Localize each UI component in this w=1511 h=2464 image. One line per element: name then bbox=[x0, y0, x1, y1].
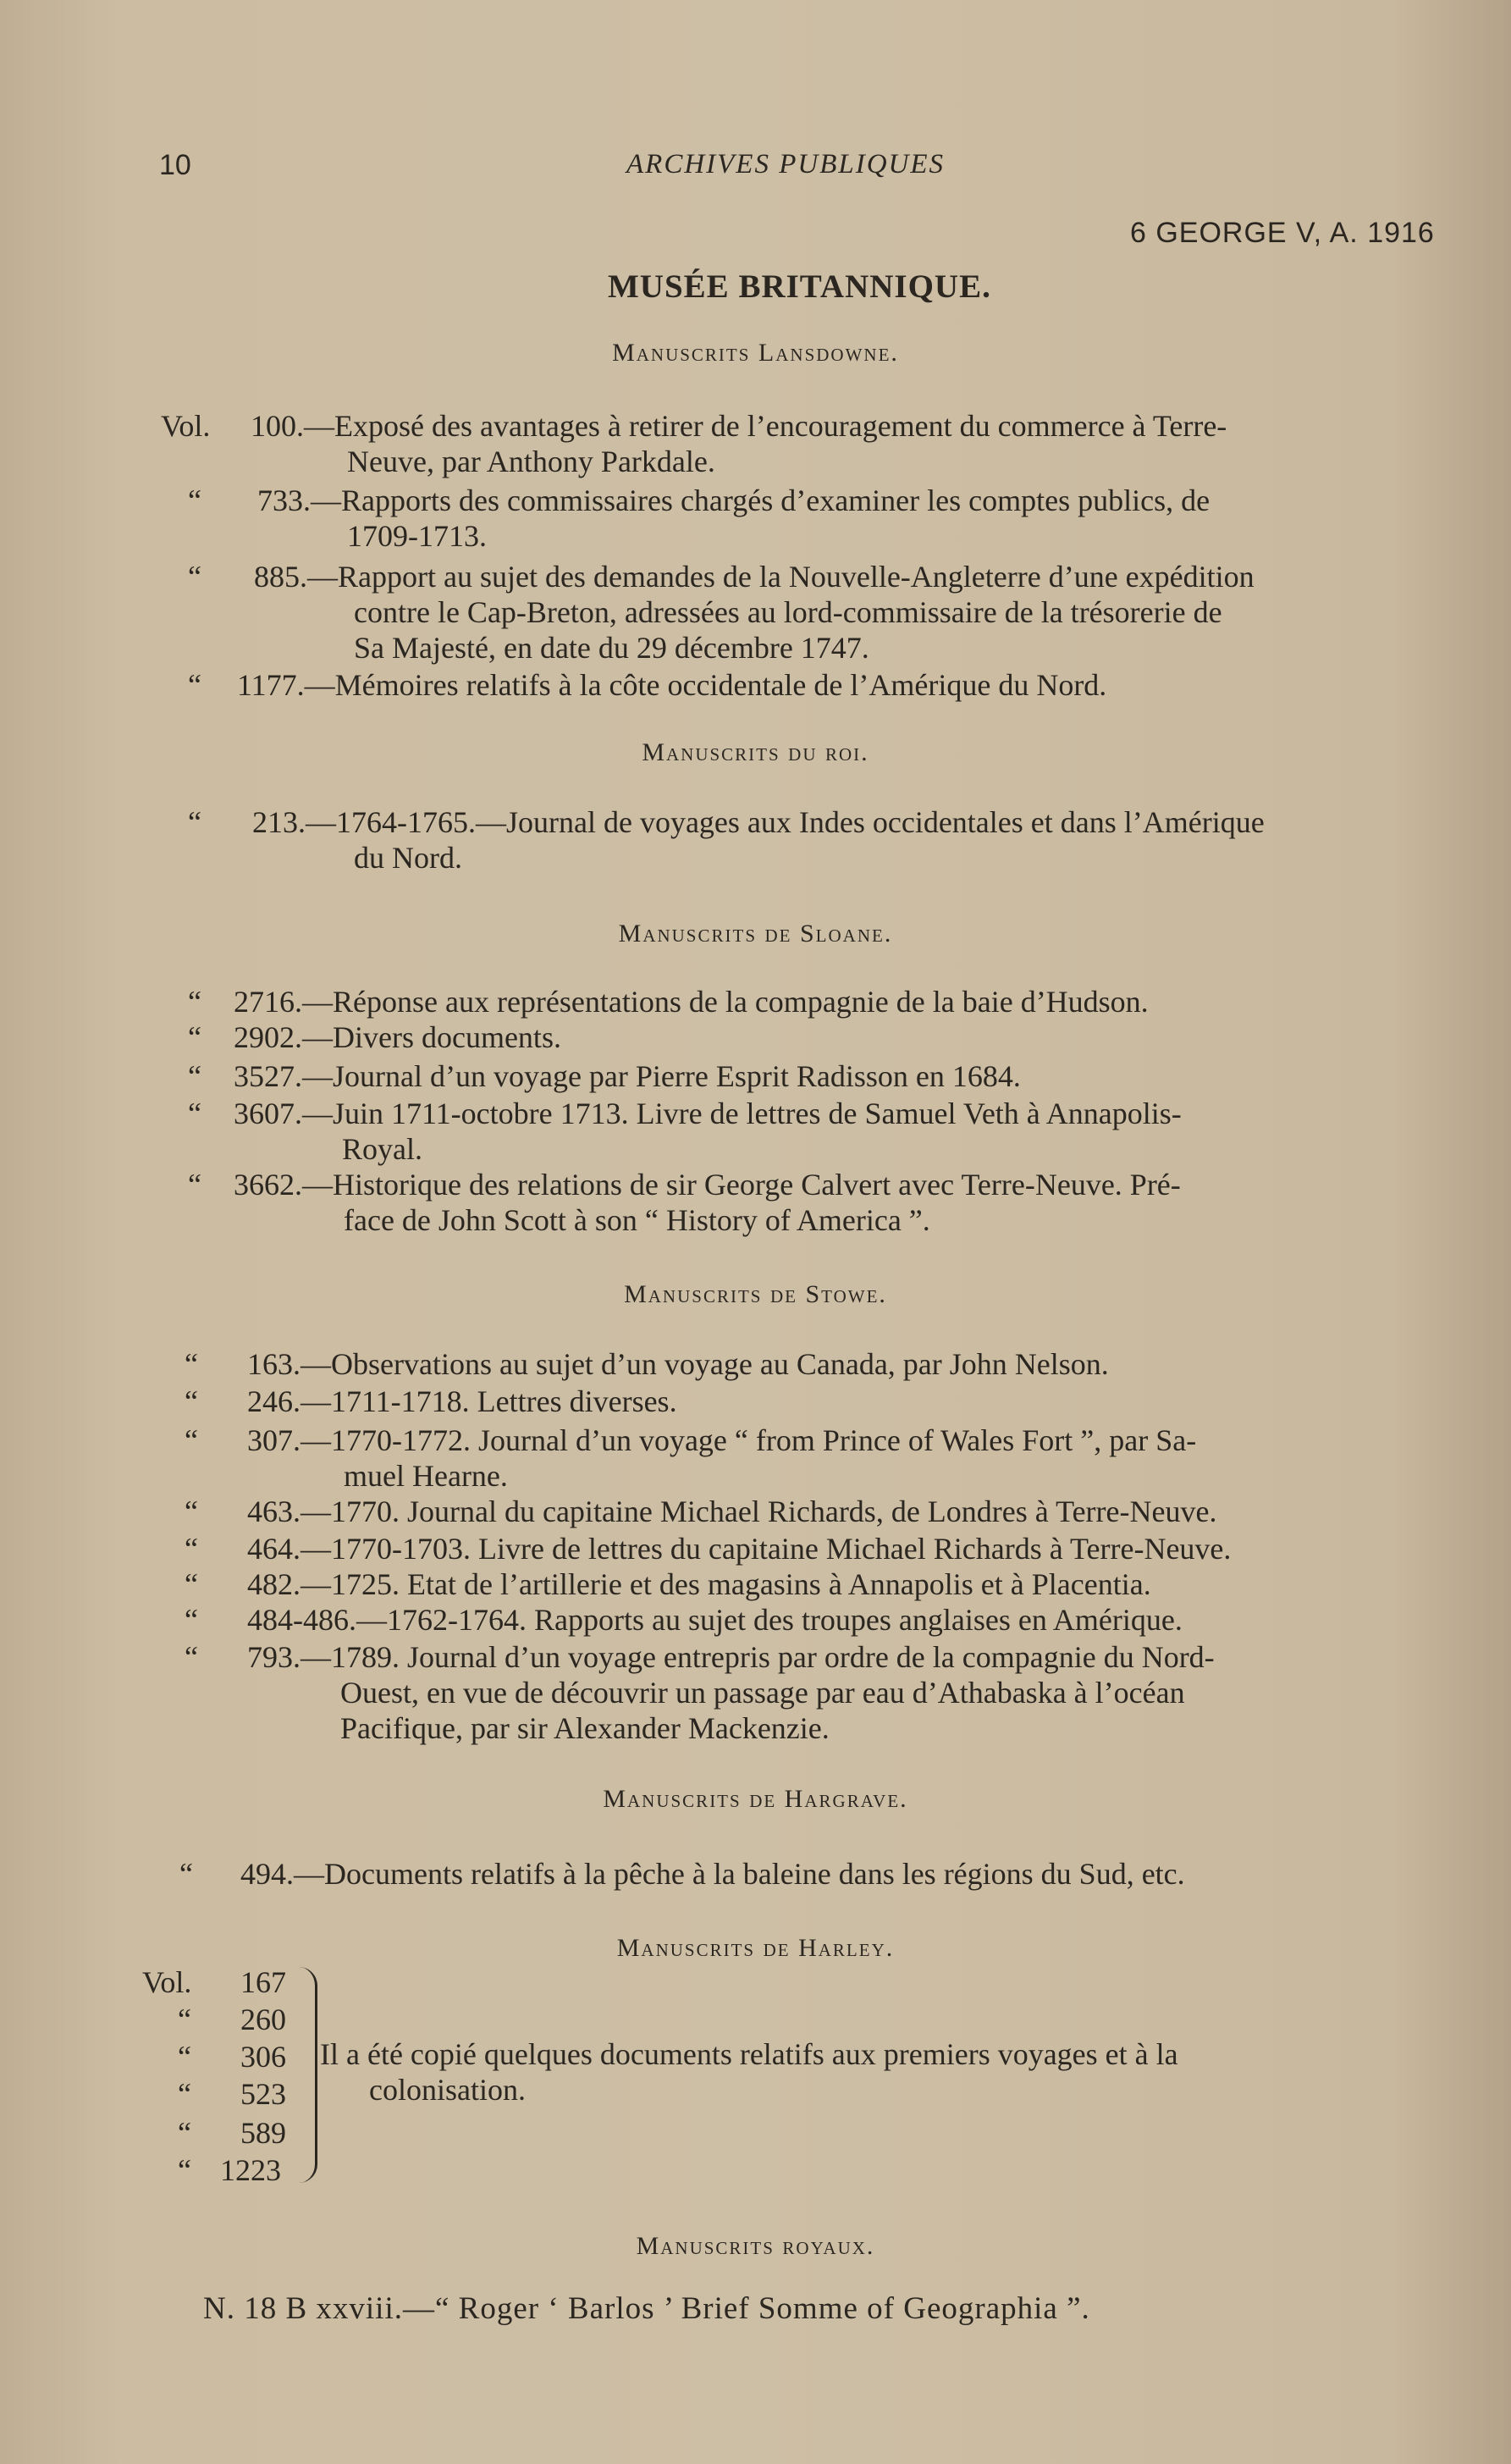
entry-number: 482. bbox=[247, 1567, 301, 1601]
volume-prefix: “ bbox=[178, 2077, 191, 2111]
entry-number: 3662. bbox=[234, 1168, 302, 1202]
entry-sloane-2716 bbox=[188, 984, 1449, 1019]
entry-stowe-482 bbox=[185, 1566, 1454, 1602]
entry-stowe-464 bbox=[185, 1531, 1454, 1566]
harley-volume-row bbox=[178, 2076, 286, 2112]
volume-number: 1223 bbox=[220, 2153, 281, 2187]
entry-number: 213. bbox=[252, 805, 306, 839]
volume-prefix: Vol. bbox=[142, 1965, 192, 1999]
harley-text: Il a été copié quelques documents relatifs aux premiers voyages et à la bbox=[320, 2037, 1178, 2071]
entry-text: —1711-1718. Lettres diverses. bbox=[301, 1384, 677, 1418]
entry-text: —Mémoires relatifs à la côte occidentale de l’Amérique du Nord. bbox=[304, 668, 1107, 702]
section-heading-lansdowne: Manuscrits Lansdowne. bbox=[612, 339, 899, 367]
entry-text: —Rapport au sujet des demandes de la Nouvelle-Angleterre d’une expédition bbox=[307, 560, 1255, 594]
entry-prefix: “ bbox=[185, 1532, 198, 1566]
volume-number: 167 bbox=[240, 1965, 286, 1999]
entry-text: —Divers documents. bbox=[302, 1020, 561, 1054]
entry-prefix: “ bbox=[185, 1423, 198, 1457]
entry-text-cont: Pacifique, par sir Alexander Mackenzie. bbox=[340, 1711, 830, 1745]
entry-text-cont: face de John Scott à son “ History of America ”. bbox=[344, 1203, 930, 1237]
entry-roi-213 bbox=[188, 804, 1449, 876]
entry-stowe-793 bbox=[185, 1639, 1454, 1746]
volume-number: 589 bbox=[240, 2116, 286, 2150]
entry-number: 484-486. bbox=[247, 1603, 356, 1637]
entry-stowe-163 bbox=[185, 1346, 1454, 1382]
entry-text-cont: Sa Majesté, en date du 29 décembre 1747. bbox=[354, 631, 869, 665]
entry-text-cont: Ouest, en vue de découvrir un passage par eau d’Athabaska à l’océan bbox=[340, 1676, 1185, 1710]
entry-number: 2716. bbox=[234, 985, 302, 1019]
entry-text: —1762-1764. Rapports au sujet des troupes anglaises en Amérique. bbox=[356, 1603, 1183, 1637]
entry-text: —Documents relatifs à la pêche à la baleine dans les régions du Sud, etc. bbox=[294, 1857, 1185, 1891]
section-heading-stowe: Manuscrits de Stowe. bbox=[624, 1280, 887, 1308]
edition-label: 6 GEORGE V, A. 1916 bbox=[1130, 217, 1435, 249]
entry-number: 3607. bbox=[234, 1097, 302, 1130]
entry-prefix: “ bbox=[188, 560, 201, 594]
volume-number: 260 bbox=[240, 2003, 286, 2036]
entry-sloane-2902 bbox=[188, 1019, 1449, 1055]
section-heading-harley: Manuscrits de Harley. bbox=[616, 1934, 895, 1962]
entry-number: 733. bbox=[257, 483, 311, 517]
entry-prefix: “ bbox=[188, 1168, 201, 1202]
entry-prefix: “ bbox=[185, 1494, 198, 1528]
entry-number: 463. bbox=[247, 1494, 301, 1528]
entry-prefix: “ bbox=[185, 1384, 198, 1418]
volume-number: 523 bbox=[240, 2077, 286, 2111]
entry-prefix: “ bbox=[185, 1567, 198, 1601]
entry-number: 464. bbox=[247, 1532, 301, 1566]
entry-number: 100. bbox=[251, 409, 304, 443]
entry-lansdowne-1177 bbox=[188, 667, 1449, 703]
entry-text-cont: 1709-1713. bbox=[347, 519, 487, 553]
harley-description bbox=[320, 2036, 1437, 2108]
entry-prefix: “ bbox=[188, 1097, 201, 1130]
entry-number: 2902. bbox=[234, 1020, 302, 1054]
entry-number: 163. bbox=[247, 1347, 301, 1381]
entry-number: 793. bbox=[247, 1640, 301, 1674]
entry-lansdowne-885 bbox=[188, 559, 1449, 666]
entry-text: —1725. Etat de l’artillerie et des magasins à Annapolis et à Placentia. bbox=[301, 1567, 1151, 1601]
harley-volume-row bbox=[178, 2152, 281, 2188]
entry-number: 1177. bbox=[237, 668, 305, 702]
volume-prefix: “ bbox=[178, 2003, 191, 2036]
entry-text: —Rapports des commissaires chargés d’examiner les comptes publics, de bbox=[311, 483, 1210, 517]
entry-text: —Journal d’un voyage par Pierre Esprit Radisson en 1684. bbox=[302, 1059, 1021, 1093]
entry-text: —1789. Journal d’un voyage entrepris par ordre de la compagnie du Nord- bbox=[301, 1640, 1215, 1674]
entry-sloane-3607 bbox=[188, 1096, 1449, 1167]
harley-text-cont: colonisation. bbox=[369, 2073, 526, 2107]
entry-prefix: “ bbox=[188, 805, 201, 839]
entry-lansdowne-733 bbox=[188, 483, 1449, 554]
page-number: 10 bbox=[159, 149, 191, 181]
harley-volume-row bbox=[178, 2002, 286, 2037]
page-title: MUSÉE BRITANNIQUE. bbox=[608, 268, 991, 305]
grouping-brace bbox=[296, 1967, 317, 2183]
entry-text-cont: muel Hearne. bbox=[344, 1459, 508, 1493]
entry-number: 885. bbox=[254, 560, 307, 594]
entry-text-cont: Neuve, par Anthony Parkdale. bbox=[347, 445, 715, 478]
harley-volume-row bbox=[178, 2039, 286, 2075]
entry-prefix: “ bbox=[185, 1603, 198, 1637]
entry-text: —1764-1765.—Journal de voyages aux Indes occidentales et dans l’Amérique bbox=[306, 805, 1265, 839]
entry-text: —Historique des relations de sir George Calvert avec Terre-Neuve. Pré- bbox=[302, 1168, 1181, 1202]
entry-text-cont: contre le Cap-Breton, adressées au lord-commissaire de la trésorerie de bbox=[354, 595, 1222, 629]
entry-sloane-3527 bbox=[188, 1058, 1449, 1094]
entry-prefix: “ bbox=[188, 483, 201, 517]
entry-stowe-463 bbox=[185, 1494, 1454, 1529]
entry-prefix: Vol. bbox=[161, 409, 211, 443]
entry-text: —1770-1703. Livre de lettres du capitaine Michael Richards à Terre-Neuve. bbox=[301, 1532, 1232, 1566]
entry-number: 494. bbox=[240, 1857, 294, 1891]
harley-volume-row bbox=[142, 1964, 286, 2000]
entry-stowe-307 bbox=[185, 1423, 1454, 1494]
entry-hargrave-494 bbox=[179, 1856, 1458, 1892]
volume-prefix: “ bbox=[178, 2040, 191, 2074]
entry-text: —Réponse aux représentations de la compagnie de la baie d’Hudson. bbox=[302, 985, 1149, 1019]
section-heading-roi: Manuscrits du roi. bbox=[642, 738, 869, 766]
entry-text: —Exposé des avantages à retirer de l’encouragement du commerce à Terre- bbox=[304, 409, 1227, 443]
entry-text-cont: Royal. bbox=[342, 1132, 422, 1166]
entry-royaux: N. 18 B xxviii.—“ Roger ‘ Barlos ’ Brief Somme of Geographia ”. bbox=[203, 2291, 1090, 2326]
entry-prefix: “ bbox=[185, 1347, 198, 1381]
entry-sloane-3662 bbox=[188, 1167, 1449, 1238]
section-heading-royaux: Manuscrits royaux. bbox=[636, 2232, 875, 2260]
entry-prefix: “ bbox=[188, 985, 201, 1019]
entry-prefix: “ bbox=[188, 1020, 201, 1054]
entry-lansdowne-100 bbox=[161, 408, 1448, 479]
running-title: ARCHIVES PUBLIQUES bbox=[626, 149, 946, 180]
entry-text: —Juin 1711-octobre 1713. Livre de lettres de Samuel Veth à Annapolis- bbox=[302, 1097, 1182, 1130]
entry-text: —1770. Journal du capitaine Michael Richards, de Londres à Terre-Neuve. bbox=[301, 1494, 1217, 1528]
entry-text: —Observations au sujet d’un voyage au Canada, par John Nelson. bbox=[301, 1347, 1109, 1381]
section-heading-hargrave: Manuscrits de Hargrave. bbox=[603, 1785, 908, 1813]
entry-stowe-484-486 bbox=[185, 1602, 1454, 1638]
entry-prefix: “ bbox=[188, 668, 201, 702]
entry-stowe-246 bbox=[185, 1384, 1454, 1419]
entry-text-cont: du Nord. bbox=[354, 841, 462, 875]
harley-volume-row bbox=[178, 2115, 286, 2151]
volume-number: 306 bbox=[240, 2040, 286, 2074]
entry-text: —1770-1772. Journal d’un voyage “ from Prince of Wales Fort ”, par Sa- bbox=[301, 1423, 1197, 1457]
entry-prefix: “ bbox=[185, 1640, 198, 1674]
volume-prefix: “ bbox=[178, 2116, 191, 2150]
entry-number: 307. bbox=[247, 1423, 301, 1457]
entry-prefix: “ bbox=[179, 1857, 193, 1891]
entry-number: 246. bbox=[247, 1384, 301, 1418]
entry-prefix: “ bbox=[188, 1059, 201, 1093]
section-heading-sloane: Manuscrits de Sloane. bbox=[618, 920, 893, 947]
entry-number: 3527. bbox=[234, 1059, 302, 1093]
volume-prefix: “ bbox=[178, 2153, 191, 2187]
